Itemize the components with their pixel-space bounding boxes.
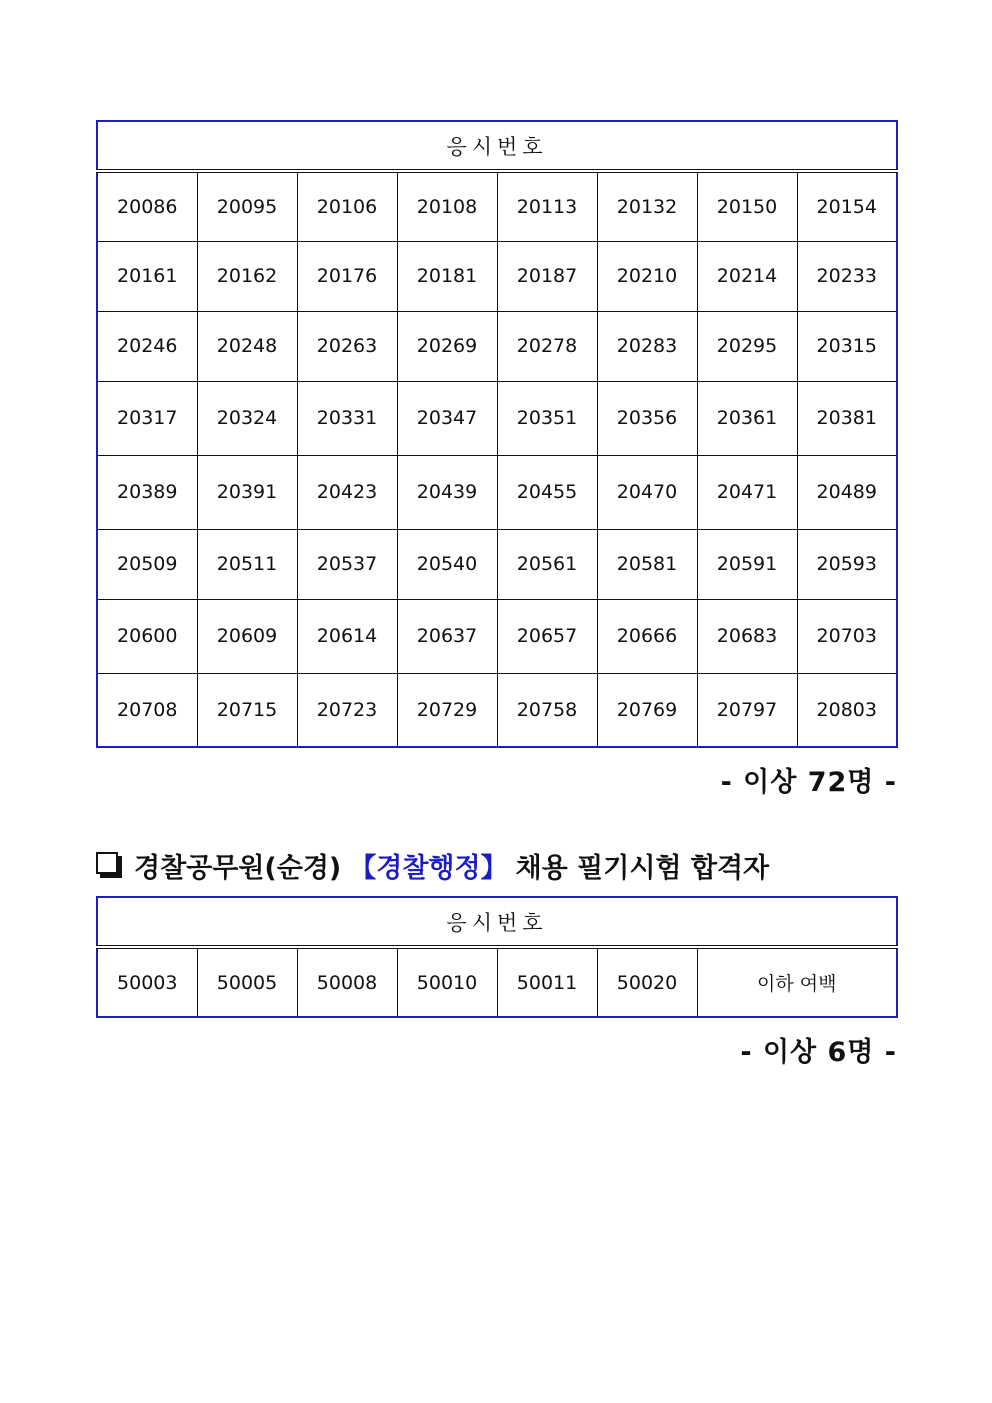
table-cell: 20758 xyxy=(497,673,597,747)
table-cell: 20637 xyxy=(397,599,497,673)
table-cell: 20233 xyxy=(797,241,897,311)
table-cell: 20278 xyxy=(497,311,597,381)
table-cell: 20537 xyxy=(297,529,397,599)
admission-number-table-1 xyxy=(96,120,898,748)
table-cell: 20423 xyxy=(297,455,397,529)
section-heading xyxy=(96,845,769,885)
table-cell: 20317 xyxy=(97,381,197,455)
table-cell: 20161 xyxy=(97,241,197,311)
table-cell: 20295 xyxy=(697,311,797,381)
table-cell: 20210 xyxy=(597,241,697,311)
table-cell: 20593 xyxy=(797,529,897,599)
table-cell: 50011 xyxy=(497,947,597,1017)
total-count-2: - 이상 6명 - xyxy=(740,1037,897,1068)
table-cell: 20324 xyxy=(197,381,297,455)
table-cell: 20095 xyxy=(197,171,297,241)
table-cell: 20315 xyxy=(797,311,897,381)
table-cell: 20187 xyxy=(497,241,597,311)
table-cell: 20132 xyxy=(597,171,697,241)
table-row xyxy=(97,171,897,241)
table-cell: 20769 xyxy=(597,673,697,747)
table-cell: 20683 xyxy=(697,599,797,673)
checkbox-square-icon xyxy=(96,852,118,874)
table-cell: 20489 xyxy=(797,455,897,529)
table-cell: 20729 xyxy=(397,673,497,747)
table-cell: 20086 xyxy=(97,171,197,241)
table-row xyxy=(97,529,897,599)
table-cell: 20389 xyxy=(97,455,197,529)
table-cell: 20715 xyxy=(197,673,297,747)
blank-note: 이하 여백 xyxy=(697,947,897,1017)
table-cell: 20708 xyxy=(97,673,197,747)
table-cell: 20181 xyxy=(397,241,497,311)
table-cell: 20176 xyxy=(297,241,397,311)
total-count-1: - 이상 72명 - xyxy=(720,767,897,798)
table-cell: 50003 xyxy=(97,947,197,1017)
table-cell: 20609 xyxy=(197,599,297,673)
table-cell: 20381 xyxy=(797,381,897,455)
table-cell: 20106 xyxy=(297,171,397,241)
table-cell: 20150 xyxy=(697,171,797,241)
table-cell: 20214 xyxy=(697,241,797,311)
table-cell: 50010 xyxy=(397,947,497,1017)
table-cell: 20471 xyxy=(697,455,797,529)
table-row xyxy=(97,947,897,1017)
table-cell: 20269 xyxy=(397,311,497,381)
table-cell: 20263 xyxy=(297,311,397,381)
table-cell: 20162 xyxy=(197,241,297,311)
table-cell: 20509 xyxy=(97,529,197,599)
admission-number-table-2 xyxy=(96,896,898,1018)
table-cell: 20347 xyxy=(397,381,497,455)
table-row xyxy=(97,673,897,747)
table-cell: 20439 xyxy=(397,455,497,529)
table-cell: 20600 xyxy=(97,599,197,673)
table-header: 응시번호 xyxy=(97,897,897,947)
table-cell: 50008 xyxy=(297,947,397,1017)
table-row xyxy=(97,381,897,455)
table-cell: 20391 xyxy=(197,455,297,529)
table-cell: 20797 xyxy=(697,673,797,747)
table-cell: 20581 xyxy=(597,529,697,599)
table-cell: 20361 xyxy=(697,381,797,455)
table-cell: 20540 xyxy=(397,529,497,599)
table-cell: 20561 xyxy=(497,529,597,599)
table-cell: 20108 xyxy=(397,171,497,241)
table-cell: 20351 xyxy=(497,381,597,455)
table-cell: 20154 xyxy=(797,171,897,241)
table-row xyxy=(97,311,897,381)
table-cell: 20666 xyxy=(597,599,697,673)
table-cell: 20356 xyxy=(597,381,697,455)
table-cell: 20248 xyxy=(197,311,297,381)
table-cell: 20723 xyxy=(297,673,397,747)
heading-text-pre: 경찰공무원(순경) xyxy=(134,852,342,884)
table-cell: 20113 xyxy=(497,171,597,241)
table-cell: 20470 xyxy=(597,455,697,529)
table-cell: 20803 xyxy=(797,673,897,747)
heading-text-highlight: 【경찰행정】 xyxy=(349,852,508,884)
heading-text-post: 채용 필기시험 합격자 xyxy=(515,852,770,884)
table-row xyxy=(97,455,897,529)
table-cell: 20614 xyxy=(297,599,397,673)
table-cell: 20331 xyxy=(297,381,397,455)
table-cell: 20511 xyxy=(197,529,297,599)
table-cell: 50020 xyxy=(597,947,697,1017)
table-cell: 20246 xyxy=(97,311,197,381)
table-cell: 20657 xyxy=(497,599,597,673)
table-row xyxy=(97,599,897,673)
table-row xyxy=(97,241,897,311)
table-cell: 20703 xyxy=(797,599,897,673)
table-cell: 50005 xyxy=(197,947,297,1017)
table-cell: 20283 xyxy=(597,311,697,381)
table-header: 응시번호 xyxy=(97,121,897,171)
table-cell: 20591 xyxy=(697,529,797,599)
table-cell: 20455 xyxy=(497,455,597,529)
